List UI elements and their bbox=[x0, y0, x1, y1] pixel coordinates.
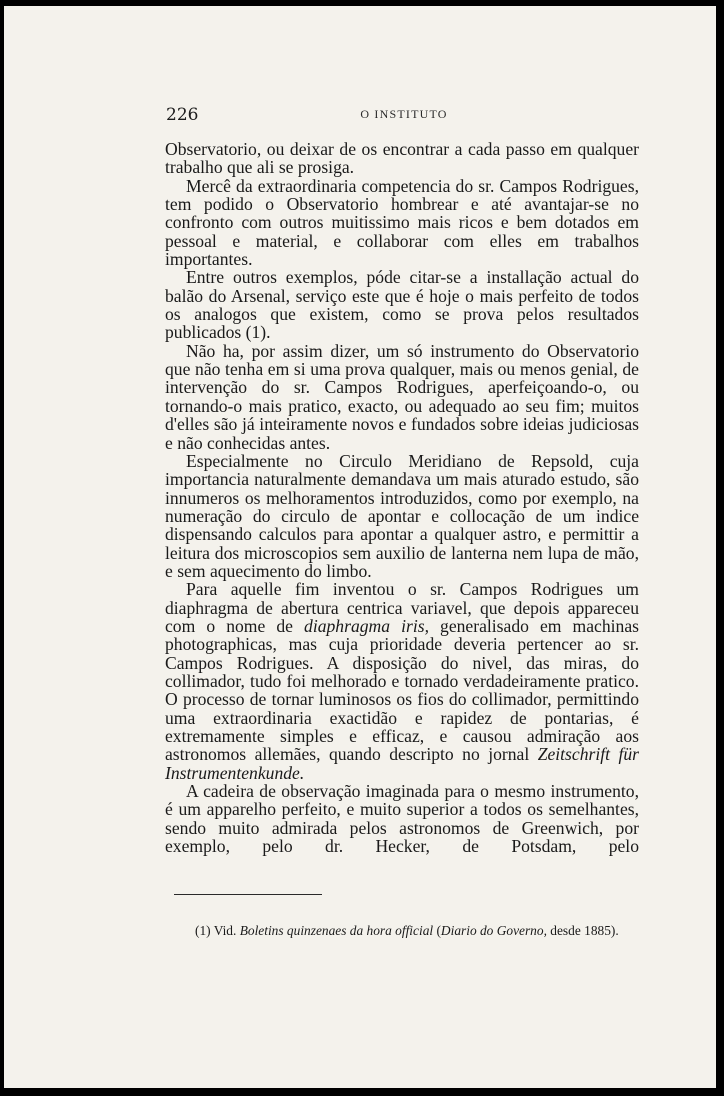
page-number: 226 bbox=[166, 105, 199, 125]
footnote bbox=[176, 923, 638, 939]
paragraph-7: A cadeira de observação imaginada para o mesmo instrumento, é um apparelho perfeito, e muito superior a todos os semelhantes, sendo muito admirada pelos astronomos de Greenwich, por exemplo, pelo dr. Hecker, de Potsdam, pelo bbox=[165, 781, 639, 857]
paragraph-6-italic-journal: Zeitschrift für Instrumentenkunde. bbox=[165, 744, 640, 783]
paragraph-6 bbox=[165, 580, 639, 782]
paragraph-4: Não ha, por assim dizer, um só instrumento do Observatorio que não tenha em si uma prova qualquer, mais ou menos genial, de intervenção do sr. Campos Rodrigues, aperfeiçoando-o, ou tornando-o mais pratico, exacto, ou adequado ao seu fim; muitos d'elles são já inteiramente novos e fundados sobre ideias judiciosas e não conhecidas antes. bbox=[165, 340, 639, 453]
footnote-rule bbox=[174, 894, 322, 895]
body-text bbox=[165, 140, 639, 855]
footnote-text-a: (1) Vid. bbox=[195, 923, 240, 938]
footnote-text-c: desde 1885). bbox=[546, 923, 619, 938]
paragraph-2: Mercê da extraordinaria competencia do sr. Campos Rodrigues, tem podido o Observatorio hombrear e até avantajar-se no confronto com outros muitissimo mais ricos e bem dotados em pessoal e material, e collaborar com elles em trabalhos importantes. bbox=[165, 175, 639, 270]
footnote-italic-diario: Diario do Governo, bbox=[440, 923, 547, 938]
footnote-text-b: ( bbox=[433, 923, 441, 938]
paragraph-3: Entre outros exemplos, póde citar-se a installação actual do balão do Arsenal, serviço este que é hoje o mais perfeito de todos os analogos que existem, como se prova pelos resultados publicados (1). bbox=[165, 267, 639, 343]
page-sheet bbox=[4, 6, 716, 1088]
footnote-italic-boletins: Boletins quinzenaes da hora official bbox=[239, 923, 434, 938]
paragraph-6-text-b: generalisado em machinas photographicas, mas cuja prioridade deveria pertencer ao sr. Campos Rodrigues. A disposição do nivel, das miras, do collimador, tudo foi melhorado e tornado verdadeiramente pratico. O processo de tornar luminosos os fios do collimador, permittindo uma extraordinaria exactidão e rapidez de pontarias, é extremamente simples e efficaz, e causou admiração aos astronomos allemães, quando descripto no jornal bbox=[165, 615, 639, 765]
paragraph-6-text-a: Para aquelle fim inventou o sr. Campos Rodrigues um diaphragma de abertura centrica variavel, que depois appareceu com o nome de bbox=[165, 579, 639, 636]
running-head: O INSTITUTO bbox=[360, 107, 448, 121]
paragraph-5: Especialmente no Circulo Meridiano de Repsold, cuja importancia naturalmente demandava um mais aturado estudo, são innumeros os melhoramentos introduzidos, como por exemplo, na numeração do circulo de apontar e collocação de um indice dispensando calculos para apontar a qualquer astro, e permittir a leitura dos microscopios sem auxilio de lanterna nem lupa de mão, e sem aquecimento do limbo. bbox=[165, 450, 639, 581]
paragraph-6-italic-diaphragma: diaphragma iris, bbox=[304, 615, 429, 636]
paragraph-1: Observatorio, ou deixar de os encontrar a cada passo em qualquer trabalho que ali se prosiga. bbox=[165, 139, 639, 178]
